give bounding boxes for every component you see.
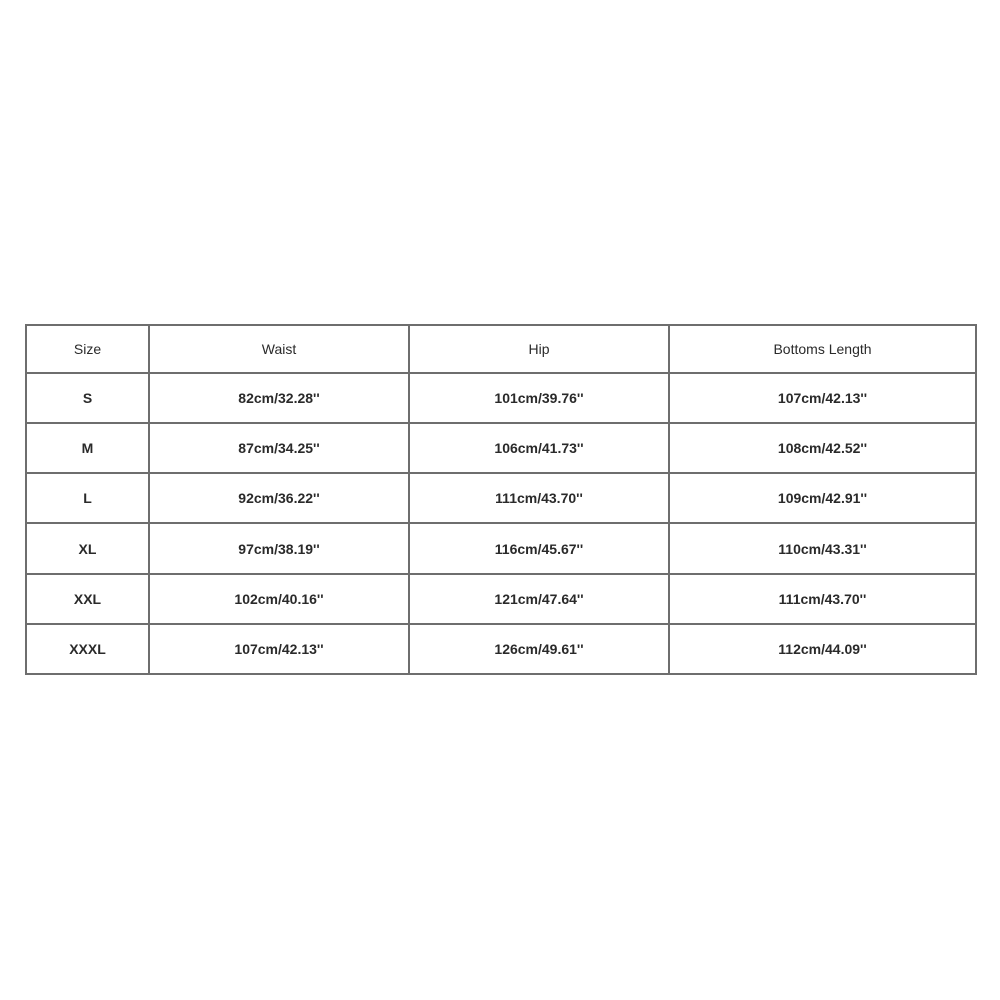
cell-bottoms-length: 111cm/43.70'' xyxy=(669,574,976,624)
cell-hip: 106cm/41.73'' xyxy=(409,423,669,473)
cell-bottoms-length: 108cm/42.52'' xyxy=(669,423,976,473)
header-waist: Waist xyxy=(149,325,409,373)
cell-waist: 102cm/40.16'' xyxy=(149,574,409,624)
cell-waist: 82cm/32.28'' xyxy=(149,373,409,423)
cell-hip: 126cm/49.61'' xyxy=(409,624,669,674)
table-row xyxy=(26,423,976,473)
header-bottoms-length: Bottoms Length xyxy=(669,325,976,373)
cell-bottoms-length: 110cm/43.31'' xyxy=(669,523,976,573)
size-chart-table xyxy=(25,324,977,675)
cell-hip: 111cm/43.70'' xyxy=(409,473,669,523)
cell-size: S xyxy=(26,373,149,423)
table-row xyxy=(26,473,976,523)
cell-bottoms-length: 109cm/42.91'' xyxy=(669,473,976,523)
table-row xyxy=(26,574,976,624)
cell-waist: 92cm/36.22'' xyxy=(149,473,409,523)
cell-size: M xyxy=(26,423,149,473)
cell-hip: 121cm/47.64'' xyxy=(409,574,669,624)
cell-waist: 87cm/34.25'' xyxy=(149,423,409,473)
table-row xyxy=(26,624,976,674)
cell-hip: 101cm/39.76'' xyxy=(409,373,669,423)
cell-size: L xyxy=(26,473,149,523)
cell-bottoms-length: 107cm/42.13'' xyxy=(669,373,976,423)
cell-hip: 116cm/45.67'' xyxy=(409,523,669,573)
cell-size: XXXL xyxy=(26,624,149,674)
cell-size: XL xyxy=(26,523,149,573)
cell-waist: 97cm/38.19'' xyxy=(149,523,409,573)
header-size: Size xyxy=(26,325,149,373)
header-row xyxy=(26,325,976,373)
table-row xyxy=(26,373,976,423)
cell-bottoms-length: 112cm/44.09'' xyxy=(669,624,976,674)
table-row xyxy=(26,523,976,573)
cell-waist: 107cm/42.13'' xyxy=(149,624,409,674)
cell-size: XXL xyxy=(26,574,149,624)
header-hip: Hip xyxy=(409,325,669,373)
